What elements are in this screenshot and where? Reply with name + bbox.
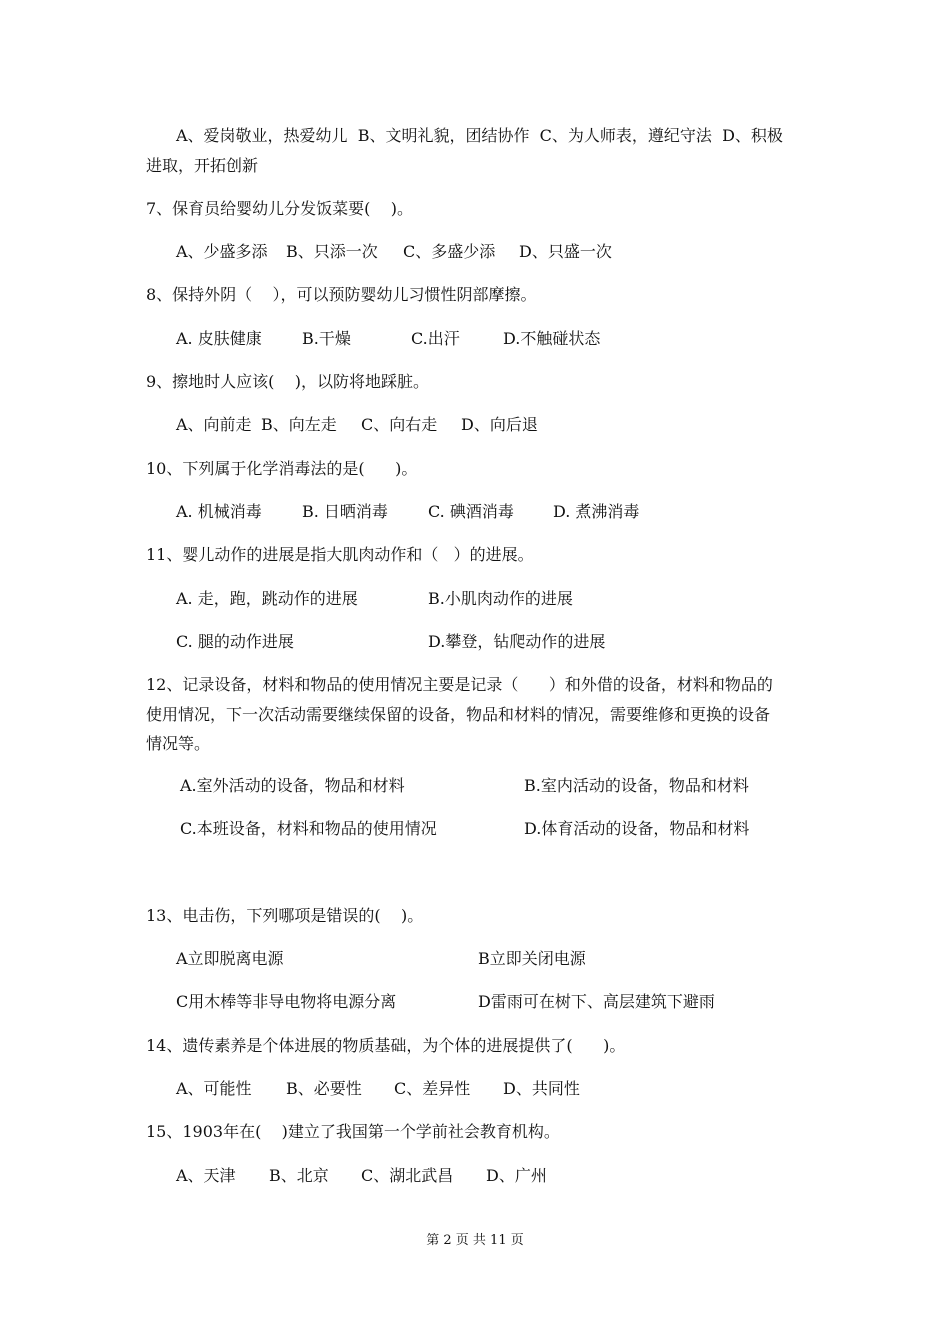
q14-option-a: A、可能性 (176, 1079, 252, 1098)
q13-question: 13、电击伤，下列哪项是错误的( )。 (146, 906, 424, 925)
q7-question: 7、保育员给婴幼儿分发饭菜要( )。 (146, 199, 414, 218)
q10-question: 10、下列属于化学消毒法的是( )。 (146, 459, 418, 478)
q12-option-d: D.体育活动的设备，物品和材料 (524, 819, 750, 838)
page-footer: 第 2 页 共 11 页 (426, 1233, 524, 1248)
q10-option-b: B. 日晒消毒 (302, 502, 388, 521)
q9-option-b: B、向左走 (261, 415, 337, 434)
q12-option-c: C.本班设备，材料和物品的使用情况 (180, 819, 437, 838)
q13-option-a: A立即脱离电源 (176, 949, 284, 968)
q10-option-a: A. 机械消毒 (176, 502, 262, 521)
q12-question-line2: 使用情况，下一次活动需要继续保留的设备，物品和材料的情况，需要维修和更换的设备 (146, 705, 771, 724)
q11-option-a: A. 走，跑，跳动作的进展 (176, 589, 358, 608)
q12-option-a: A.室外活动的设备，物品和材料 (180, 776, 405, 795)
q9-option-a: A、向前走 (176, 415, 252, 434)
q8-question: 8、保持外阴（ ），可以预防婴幼儿习惯性阴部摩擦。 (146, 285, 537, 304)
q14-question: 14、遗传素养是个体进展的物质基础，为个体的进展提供了( )。 (146, 1036, 626, 1055)
q12-question-line3: 情况等。 (146, 734, 211, 753)
q6-options-line1: A、爱岗敬业，热爱幼儿 B、文明礼貌，团结协作 C、为人师表，遵纪守法 D、积极 (176, 126, 783, 145)
q6-options-line2: 进取，开拓创新 (146, 156, 259, 175)
q10-option-c: C. 碘酒消毒 (428, 502, 514, 521)
q7-option-c: C、多盛少添 (403, 242, 496, 261)
q10-option-d: D. 煮沸消毒 (553, 502, 640, 521)
q11-option-d: D.攀登，钻爬动作的进展 (428, 632, 606, 651)
q11-option-c: C. 腿的动作进展 (176, 632, 294, 651)
q15-option-c: C、湖北武昌 (361, 1166, 454, 1185)
q7-option-d: D、只盛一次 (519, 242, 612, 261)
q9-option-c: C、向右走 (361, 415, 438, 434)
q11-option-b: B.小肌肉动作的进展 (428, 589, 573, 608)
q14-option-c: C、差异性 (394, 1079, 471, 1098)
q14-option-b: B、必要性 (286, 1079, 362, 1098)
q15-option-d: D、广州 (486, 1166, 547, 1185)
q9-question: 9、擦地时人应该( )，以防将地踩脏。 (146, 372, 430, 391)
q7-option-b: B、只添一次 (286, 242, 378, 261)
q9-option-d: D、向后退 (461, 415, 538, 434)
q13-option-d: D雷雨可在树下、高层建筑下避雨 (478, 992, 715, 1011)
q15-option-b: B、北京 (269, 1166, 329, 1185)
q13-option-c: C用木棒等非导电物将电源分离 (176, 992, 397, 1011)
q15-option-a: A、天津 (176, 1166, 236, 1185)
q12-option-b: B.室内活动的设备，物品和材料 (524, 776, 749, 795)
q12-question-line1: 12、记录设备，材料和物品的使用情况主要是记录（ ）和外借的设备，材料和物品的 (146, 675, 773, 694)
q7-option-a: A、少盛多添 (176, 242, 268, 261)
q14-option-d: D、共同性 (503, 1079, 580, 1098)
q8-option-c: C.出汗 (411, 329, 460, 348)
q15-question: 15、1903年在( )建立了我国第一个学前社会教育机构。 (146, 1122, 560, 1141)
q11-question: 11、婴儿动作的进展是指大肌肉动作和（ ）的进展。 (146, 545, 534, 564)
q8-option-b: B.干燥 (302, 329, 351, 348)
q8-option-a: A. 皮肤健康 (176, 329, 262, 348)
q13-option-b: B立即关闭电源 (478, 949, 586, 968)
q8-option-d: D.不触碰状态 (503, 329, 601, 348)
